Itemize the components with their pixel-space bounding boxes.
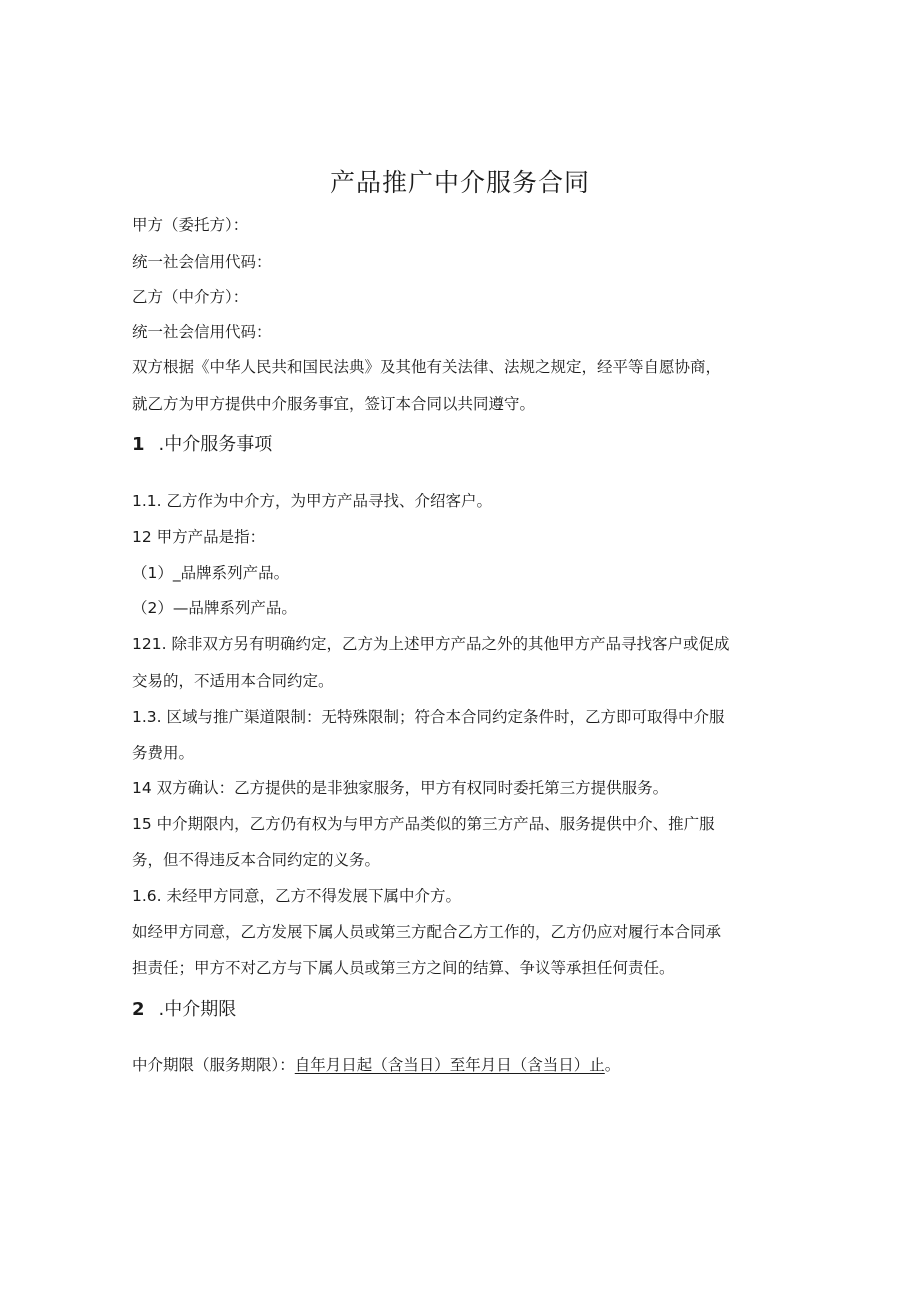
term-end: 。 [604, 1056, 621, 1074]
clause-line: 务，但不得违反本合同约定的义务。 [132, 851, 381, 869]
section-1-number: 1 [132, 434, 145, 455]
clause-line: 12 甲方产品是指： [132, 528, 266, 546]
section-1-heading [132, 432, 272, 458]
term-line [132, 1054, 620, 1076]
clause-line: 121. 除非双方另有明确约定，乙方为上述甲方产品之外的其他甲方产品寻找客户或促成 [132, 635, 730, 653]
preamble-line: 双方根据《中华人民共和国民法典》及其他有关法律、法规之规定，经平等自愿协商， [132, 358, 722, 376]
clause-line: 交易的，不适用本合同约定。 [132, 672, 334, 690]
party-b-label: 乙方（中介方）： [132, 288, 249, 306]
section-1-title: .中介服务事项 [158, 434, 273, 455]
document-title: 产品推广中介服务合同 [329, 168, 590, 197]
clause-line: 担责任；甲方不对乙方与下属人员或第三方之间的结算、争议等承担任何责任。 [132, 959, 675, 977]
clause-line: （1）_品牌系列产品。 [132, 564, 290, 582]
clause-line: （2）—品牌系列产品。 [132, 599, 297, 617]
clause-line: 15 中介期限内，乙方仍有权为与甲方产品类似的第三方产品、服务提供中介、推广服 [132, 815, 715, 833]
party-b-credit-code-label: 统一社会信用代码： [132, 323, 272, 341]
section-2-title: .中介期限 [158, 999, 237, 1020]
clause-line: 如经甲方同意，乙方发展下属人员或第三方配合乙方工作的，乙方仍应对履行本合同承 [132, 923, 722, 941]
clause-line: 1.6. 未经甲方同意，乙方不得发展下属中介方。 [132, 887, 462, 905]
clause-line: 1.1. 乙方作为中介方，为甲方产品寻找、介绍客户。 [132, 492, 493, 510]
clause-line: 务费用。 [132, 744, 195, 762]
preamble-line: 就乙方为甲方提供中介服务事宜，签订本合同以共同遵守。 [132, 395, 536, 413]
party-a-credit-code-label: 统一社会信用代码： [132, 253, 272, 271]
term-label: 中介期限（服务期限）： [132, 1056, 295, 1074]
clause-line: 1.3. 区域与推广渠道限制：无特殊限制；符合本合同约定条件时，乙方即可取得中介服 [132, 708, 725, 726]
term-value: 自年月日起（含当日）至年月日（含当日）止 [294, 1056, 605, 1074]
section-2-number: 2 [132, 999, 145, 1020]
clause-line: 14 双方确认：乙方提供的是非独家服务，甲方有权同时委托第三方提供服务。 [132, 779, 669, 797]
party-a-label: 甲方（委托方）： [132, 216, 249, 234]
section-2-heading [132, 997, 236, 1023]
